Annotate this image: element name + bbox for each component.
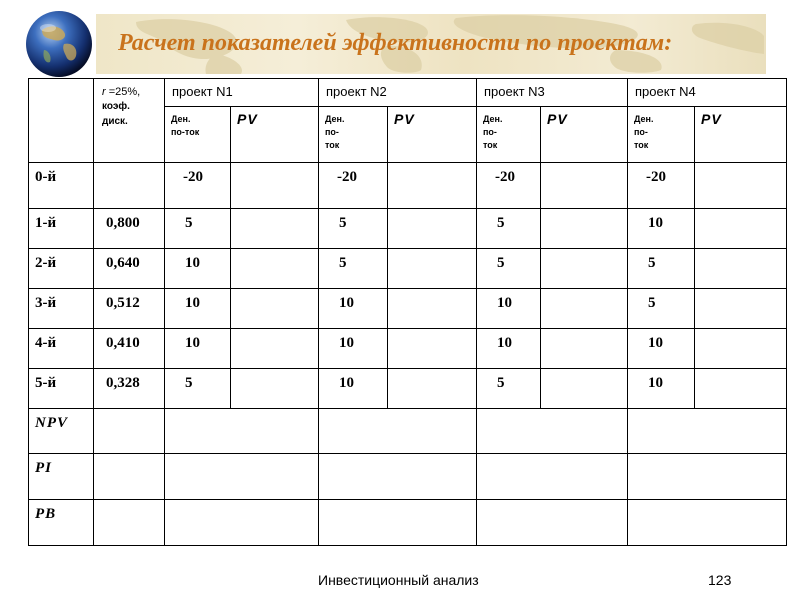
p4-pv xyxy=(695,163,787,209)
p3-pv xyxy=(541,289,628,329)
p2-summary-cell xyxy=(319,409,477,454)
p3-pv xyxy=(541,163,628,209)
p2-cashflow: 5 xyxy=(319,209,388,249)
p1-pv xyxy=(231,249,319,289)
table-row xyxy=(29,329,787,369)
p4-cashflow: 10 xyxy=(628,209,695,249)
p1-summary-cell xyxy=(165,409,319,454)
p3-pv xyxy=(541,249,628,289)
p2-summary-cell xyxy=(319,454,477,500)
p4-summary-cell xyxy=(628,500,787,546)
p1-cashflow: 5 xyxy=(165,369,231,409)
table-row xyxy=(29,163,787,209)
project-2-header: проект N2 xyxy=(319,79,477,107)
p2-pv xyxy=(388,369,477,409)
p3-pv xyxy=(541,329,628,369)
p2-pv xyxy=(388,249,477,289)
p3-cashflow-header xyxy=(477,107,541,163)
p4-cashflow: 10 xyxy=(628,369,695,409)
summary-coef-cell xyxy=(94,454,165,500)
p2-pv xyxy=(388,209,477,249)
year-label: 3-й xyxy=(29,289,94,329)
summary-coef-cell xyxy=(94,409,165,454)
p1-cashflow: 10 xyxy=(165,329,231,369)
p1-cashflow: 10 xyxy=(165,249,231,289)
p2-cashflow: 10 xyxy=(319,329,388,369)
p1-pv xyxy=(231,289,319,329)
p3-cashflow: -20 xyxy=(477,163,541,209)
p2-summary-cell xyxy=(319,500,477,546)
cf-label-line: по- xyxy=(325,127,339,137)
p4-cashflow: 10 xyxy=(628,329,695,369)
p2-pv xyxy=(388,329,477,369)
p3-cashflow: 5 xyxy=(477,249,541,289)
cf-label-line: по- xyxy=(634,127,648,137)
p1-cashflow: 10 xyxy=(165,289,231,329)
summary-label: PB xyxy=(29,500,94,546)
discount-coef: 0,640 xyxy=(94,249,165,289)
p1-pv xyxy=(231,163,319,209)
p2-cashflow: 10 xyxy=(319,369,388,409)
p4-pv xyxy=(695,329,787,369)
discount-coef: 0,328 xyxy=(94,369,165,409)
p3-cashflow: 5 xyxy=(477,369,541,409)
p3-summary-cell xyxy=(477,409,628,454)
discount-coef: 0,410 xyxy=(94,329,165,369)
header-row-projects xyxy=(29,79,787,107)
cf-label-line: Ден. xyxy=(325,114,345,124)
discount-rate-header xyxy=(94,79,165,163)
rate-coef-line1: коэф. xyxy=(102,101,130,112)
efficiency-table xyxy=(28,78,787,546)
p4-cashflow: 5 xyxy=(628,289,695,329)
header-corner-cell xyxy=(29,79,94,163)
summary-label: PI xyxy=(29,454,94,500)
year-label: 2-й xyxy=(29,249,94,289)
rate-coef-line2: диск. xyxy=(102,116,128,127)
p2-cashflow: -20 xyxy=(319,163,388,209)
year-label: 5-й xyxy=(29,369,94,409)
p2-cashflow-header xyxy=(319,107,388,163)
footer-text: Инвестиционный анализ xyxy=(318,572,479,588)
page-number: 123 xyxy=(708,572,732,588)
p4-summary-cell xyxy=(628,454,787,500)
p4-pv xyxy=(695,369,787,409)
summary-label: NPV xyxy=(29,409,94,454)
p3-cashflow: 10 xyxy=(477,329,541,369)
project-3-header: проект N3 xyxy=(477,79,628,107)
cf-label-line: ток xyxy=(325,140,340,150)
year-label: 0-й xyxy=(29,163,94,209)
p1-pv xyxy=(231,329,319,369)
p3-pv xyxy=(541,209,628,249)
p3-summary-cell xyxy=(477,500,628,546)
p2-pv-header: PV xyxy=(388,107,477,163)
table-row xyxy=(29,209,787,249)
rate-symbol: r xyxy=(102,86,106,98)
p3-pv-header: PV xyxy=(541,107,628,163)
discount-coef xyxy=(94,163,165,209)
summary-row-pi xyxy=(29,454,787,500)
cf-label-line: ток xyxy=(634,140,649,150)
p1-cashflow: 5 xyxy=(165,209,231,249)
table-row xyxy=(29,369,787,409)
p4-cashflow-header xyxy=(628,107,695,163)
p4-cashflow: -20 xyxy=(628,163,695,209)
p4-cashflow: 5 xyxy=(628,249,695,289)
p4-summary-cell xyxy=(628,409,787,454)
cf-label-line: по-ток xyxy=(171,127,200,137)
p1-pv-header: PV xyxy=(231,107,319,163)
year-label: 1-й xyxy=(29,209,94,249)
summary-coef-cell xyxy=(94,500,165,546)
p2-pv xyxy=(388,163,477,209)
p4-pv xyxy=(695,249,787,289)
p3-cashflow: 10 xyxy=(477,289,541,329)
p1-pv xyxy=(231,369,319,409)
p2-pv xyxy=(388,289,477,329)
discount-coef: 0,800 xyxy=(94,209,165,249)
p1-pv xyxy=(231,209,319,249)
p2-cashflow: 10 xyxy=(319,289,388,329)
p1-summary-cell xyxy=(165,500,319,546)
cf-label-line: Ден. xyxy=(483,114,503,124)
p3-pv xyxy=(541,369,628,409)
p1-summary-cell xyxy=(165,454,319,500)
cf-label-line: Ден. xyxy=(171,114,191,124)
p4-pv xyxy=(695,209,787,249)
cf-label-line: по- xyxy=(483,127,497,137)
p3-cashflow: 5 xyxy=(477,209,541,249)
project-1-header: проект N1 xyxy=(165,79,319,107)
cf-label-line: Ден. xyxy=(634,114,654,124)
discount-coef: 0,512 xyxy=(94,289,165,329)
p4-pv xyxy=(695,289,787,329)
summary-row-pb xyxy=(29,500,787,546)
table-row xyxy=(29,289,787,329)
p2-cashflow: 5 xyxy=(319,249,388,289)
summary-row-npv xyxy=(29,409,787,454)
p1-cashflow: -20 xyxy=(165,163,231,209)
p3-summary-cell xyxy=(477,454,628,500)
p1-cashflow-header xyxy=(165,107,231,163)
project-4-header: проект N4 xyxy=(628,79,787,107)
year-label: 4-й xyxy=(29,329,94,369)
cf-label-line: ток xyxy=(483,140,498,150)
table-row xyxy=(29,249,787,289)
p4-pv-header: PV xyxy=(695,107,787,163)
rate-value: =25%, xyxy=(105,86,141,98)
page-title: Расчет показателей эффективности по проектам: xyxy=(118,30,673,56)
globe-icon xyxy=(24,10,94,78)
